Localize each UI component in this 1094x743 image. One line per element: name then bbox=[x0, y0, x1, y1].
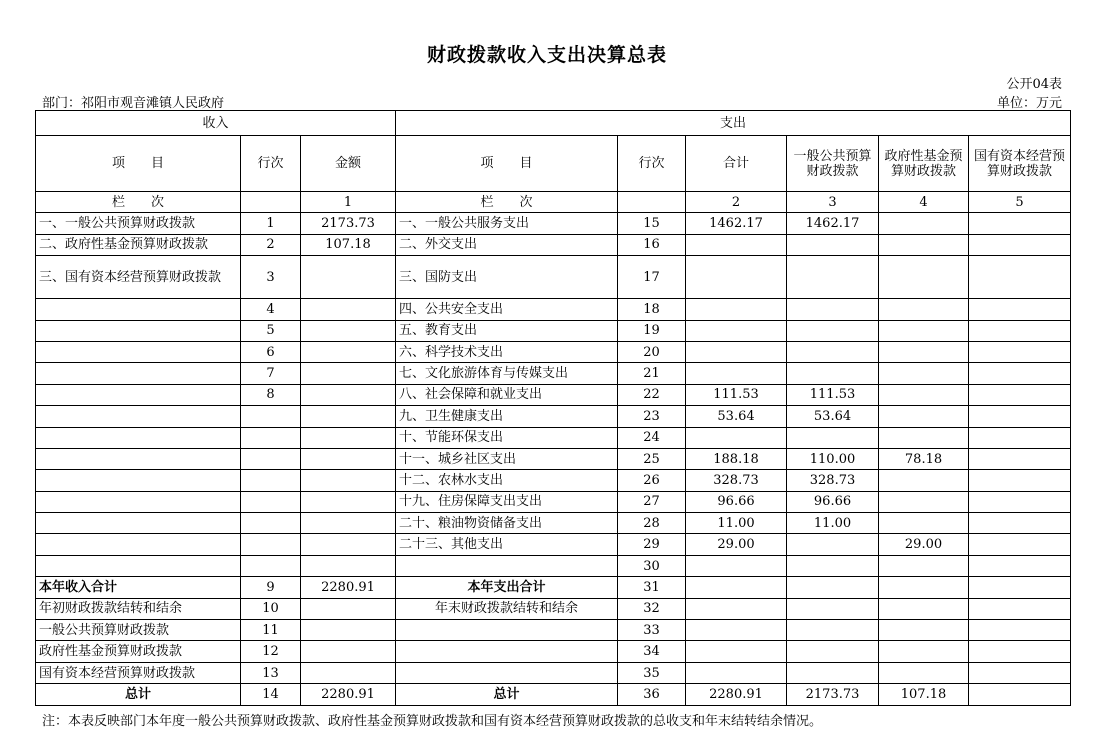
gov-fund-cell bbox=[879, 491, 969, 512]
general-budget-cell bbox=[787, 299, 879, 320]
expense-item-cell: 二、外交支出 bbox=[396, 234, 618, 255]
state-capital-cell bbox=[969, 213, 1071, 234]
table-row bbox=[36, 234, 1071, 255]
expense-total-cell: 96.66 bbox=[686, 491, 787, 512]
expense-row-no-cell: 29 bbox=[618, 534, 686, 555]
income-row-no-cell bbox=[241, 448, 301, 469]
state-capital-header: 国有资本经营预算财政拨款 bbox=[969, 136, 1071, 192]
state-capital-cell bbox=[969, 320, 1071, 341]
expense-total-cell bbox=[686, 299, 787, 320]
general-budget-cell bbox=[787, 427, 879, 448]
income-amount-cell bbox=[301, 363, 396, 384]
table-row bbox=[36, 662, 1071, 683]
table-row bbox=[36, 641, 1071, 662]
income-item-cell bbox=[36, 406, 241, 427]
expense-total-cell bbox=[686, 641, 787, 662]
state-capital-cell bbox=[969, 577, 1071, 598]
form-number: 公开04表 bbox=[1006, 77, 1062, 92]
expense-total-cell bbox=[686, 341, 787, 362]
income-row-no-cell: 5 bbox=[241, 320, 301, 341]
state-capital-cell bbox=[969, 256, 1071, 299]
state-capital-cell bbox=[969, 406, 1071, 427]
col-label-expense: 栏 次 bbox=[396, 192, 618, 213]
income-amount-cell bbox=[301, 534, 396, 555]
general-budget-cell bbox=[787, 363, 879, 384]
expense-total-cell: 2280.91 bbox=[686, 684, 787, 705]
expense-item-cell: 十一、城乡社区支出 bbox=[396, 448, 618, 469]
table-row bbox=[36, 427, 1071, 448]
state-capital-cell bbox=[969, 234, 1071, 255]
col-label-blank bbox=[241, 192, 301, 213]
expense-row-no-cell: 16 bbox=[618, 234, 686, 255]
expense-group-header: 支出 bbox=[396, 111, 1071, 136]
income-row-no-cell bbox=[241, 470, 301, 491]
expense-total-header: 合计 bbox=[686, 136, 787, 192]
expense-item-cell: 六、科学技术支出 bbox=[396, 341, 618, 362]
expense-total-cell bbox=[686, 620, 787, 641]
footnote: 注：本表反映部门本年度一般公共预算财政拨款、政府性基金预算财政拨款和国有资本经营预算财政拨款的总收支和年末结转结余情况。 bbox=[42, 714, 823, 729]
table-row bbox=[36, 320, 1071, 341]
general-budget-cell: 328.73 bbox=[787, 470, 879, 491]
income-row-no-cell: 13 bbox=[241, 662, 301, 683]
income-item-cell bbox=[36, 534, 241, 555]
income-row-no-cell: 4 bbox=[241, 299, 301, 320]
income-row-no-cell: 8 bbox=[241, 384, 301, 405]
income-row-no-cell: 9 bbox=[241, 577, 301, 598]
income-amount-cell bbox=[301, 320, 396, 341]
gov-fund-cell bbox=[879, 598, 969, 619]
table-row bbox=[36, 555, 1071, 576]
general-budget-cell: 2173.73 bbox=[787, 684, 879, 705]
general-budget-cell: 96.66 bbox=[787, 491, 879, 512]
income-row-no-header: 行次 bbox=[241, 136, 301, 192]
expense-item-cell: 七、文化旅游体育与传媒支出 bbox=[396, 363, 618, 384]
expense-total-cell: 29.00 bbox=[686, 534, 787, 555]
col-number-3: 3 bbox=[787, 192, 879, 213]
income-amount-cell bbox=[301, 513, 396, 534]
expense-total-cell: 53.64 bbox=[686, 406, 787, 427]
expense-item-header: 项 目 bbox=[396, 136, 618, 192]
expense-total-cell: 188.18 bbox=[686, 448, 787, 469]
state-capital-cell bbox=[969, 491, 1071, 512]
general-budget-cell: 110.00 bbox=[787, 448, 879, 469]
expense-row-no-cell: 25 bbox=[618, 448, 686, 469]
income-amount-cell bbox=[301, 662, 396, 683]
table-body bbox=[36, 213, 1071, 705]
table-row bbox=[36, 577, 1071, 598]
report-title: 财政拨款收入支出决算总表 bbox=[426, 44, 667, 66]
state-capital-cell bbox=[969, 363, 1071, 384]
state-capital-cell bbox=[969, 534, 1071, 555]
general-budget-cell bbox=[787, 320, 879, 341]
income-amount-cell bbox=[301, 427, 396, 448]
general-budget-cell: 53.64 bbox=[787, 406, 879, 427]
expense-row-no-cell: 18 bbox=[618, 299, 686, 320]
income-item-cell: 年初财政拨款结转和结余 bbox=[36, 598, 241, 619]
expense-item-cell: 本年支出合计 bbox=[396, 577, 618, 598]
income-item-cell bbox=[36, 513, 241, 534]
expense-row-no-cell: 22 bbox=[618, 384, 686, 405]
expense-item-cell: 十九、住房保障支出支出 bbox=[396, 491, 618, 512]
table-row bbox=[36, 384, 1071, 405]
state-capital-cell bbox=[969, 662, 1071, 683]
general-budget-cell bbox=[787, 341, 879, 362]
expense-row-no-header: 行次 bbox=[618, 136, 686, 192]
expense-row-no-cell: 21 bbox=[618, 363, 686, 384]
income-amount-cell bbox=[301, 299, 396, 320]
state-capital-cell bbox=[969, 641, 1071, 662]
income-item-cell: 国有资本经营预算财政拨款 bbox=[36, 662, 241, 683]
expense-item-cell: 二十、粮油物资储备支出 bbox=[396, 513, 618, 534]
table-row bbox=[36, 341, 1071, 362]
expense-item-cell bbox=[396, 641, 618, 662]
expense-item-cell bbox=[396, 662, 618, 683]
expense-item-cell bbox=[396, 555, 618, 576]
expense-total-cell bbox=[686, 598, 787, 619]
gov-fund-cell: 107.18 bbox=[879, 684, 969, 705]
gov-fund-cell: 78.18 bbox=[879, 448, 969, 469]
state-capital-cell bbox=[969, 299, 1071, 320]
table-row bbox=[36, 620, 1071, 641]
income-item-cell bbox=[36, 555, 241, 576]
general-budget-header: 一般公共预算财政拨款 bbox=[787, 136, 879, 192]
income-amount-cell bbox=[301, 406, 396, 427]
expense-item-cell: 八、社会保障和就业支出 bbox=[396, 384, 618, 405]
state-capital-cell bbox=[969, 620, 1071, 641]
income-row-no-cell bbox=[241, 534, 301, 555]
gov-fund-cell bbox=[879, 213, 969, 234]
gov-fund-cell bbox=[879, 256, 969, 299]
income-amount-cell bbox=[301, 598, 396, 619]
income-amount-cell: 2280.91 bbox=[301, 577, 396, 598]
general-budget-cell bbox=[787, 620, 879, 641]
expense-item-cell: 总计 bbox=[396, 684, 618, 705]
general-budget-cell bbox=[787, 641, 879, 662]
state-capital-cell bbox=[969, 598, 1071, 619]
expense-row-no-cell: 17 bbox=[618, 256, 686, 299]
income-item-cell: 本年收入合计 bbox=[36, 577, 241, 598]
income-row-no-cell bbox=[241, 513, 301, 534]
income-item-cell: 一、一般公共预算财政拨款 bbox=[36, 213, 241, 234]
income-item-cell: 二、政府性基金预算财政拨款 bbox=[36, 234, 241, 255]
income-item-cell bbox=[36, 427, 241, 448]
expense-item-cell: 一、一般公共服务支出 bbox=[396, 213, 618, 234]
expense-row-no-cell: 24 bbox=[618, 427, 686, 448]
expense-row-no-cell: 26 bbox=[618, 470, 686, 491]
gov-fund-cell bbox=[879, 320, 969, 341]
income-amount-cell bbox=[301, 470, 396, 491]
expense-total-cell: 328.73 bbox=[686, 470, 787, 491]
expense-item-cell bbox=[396, 620, 618, 641]
income-amount-header: 金额 bbox=[301, 136, 396, 192]
gov-fund-cell bbox=[879, 641, 969, 662]
state-capital-cell bbox=[969, 684, 1071, 705]
income-row-no-cell: 10 bbox=[241, 598, 301, 619]
expense-item-cell: 四、公共安全支出 bbox=[396, 299, 618, 320]
general-budget-cell bbox=[787, 256, 879, 299]
expense-total-cell: 111.53 bbox=[686, 384, 787, 405]
general-budget-cell: 11.00 bbox=[787, 513, 879, 534]
income-item-cell: 三、国有资本经营预算财政拨款 bbox=[36, 256, 241, 299]
income-row-no-cell: 7 bbox=[241, 363, 301, 384]
income-row-no-cell: 1 bbox=[241, 213, 301, 234]
income-amount-cell bbox=[301, 641, 396, 662]
expense-row-no-cell: 15 bbox=[618, 213, 686, 234]
col-label-income: 栏 次 bbox=[36, 192, 241, 213]
income-row-no-cell bbox=[241, 406, 301, 427]
expense-row-no-cell: 27 bbox=[618, 491, 686, 512]
expense-item-cell: 十、节能环保支出 bbox=[396, 427, 618, 448]
income-amount-cell bbox=[301, 620, 396, 641]
income-item-cell: 一般公共预算财政拨款 bbox=[36, 620, 241, 641]
income-item-cell: 政府性基金预算财政拨款 bbox=[36, 641, 241, 662]
income-amount-cell bbox=[301, 555, 396, 576]
general-budget-cell bbox=[787, 234, 879, 255]
table-row bbox=[36, 534, 1071, 555]
income-row-no-cell bbox=[241, 427, 301, 448]
state-capital-cell bbox=[969, 427, 1071, 448]
general-budget-cell: 111.53 bbox=[787, 384, 879, 405]
table-row bbox=[36, 491, 1071, 512]
table-row bbox=[36, 256, 1071, 299]
table-row bbox=[36, 299, 1071, 320]
income-amount-cell: 107.18 bbox=[301, 234, 396, 255]
income-item-cell bbox=[36, 363, 241, 384]
expense-row-no-cell: 33 bbox=[618, 620, 686, 641]
table-row bbox=[36, 406, 1071, 427]
general-budget-cell bbox=[787, 662, 879, 683]
expense-total-cell bbox=[686, 256, 787, 299]
expense-total-cell bbox=[686, 363, 787, 384]
expense-row-no-cell: 30 bbox=[618, 555, 686, 576]
col-number-4: 4 bbox=[879, 192, 969, 213]
col-number-2: 2 bbox=[686, 192, 787, 213]
income-row-no-cell: 14 bbox=[241, 684, 301, 705]
income-item-cell bbox=[36, 320, 241, 341]
col-number-1: 1 bbox=[301, 192, 396, 213]
expense-total-cell bbox=[686, 555, 787, 576]
general-budget-cell bbox=[787, 534, 879, 555]
table-row bbox=[36, 448, 1071, 469]
income-amount-cell bbox=[301, 384, 396, 405]
expense-row-no-cell: 31 bbox=[618, 577, 686, 598]
gov-fund-cell bbox=[879, 234, 969, 255]
income-group-header: 收入 bbox=[36, 111, 396, 136]
expense-item-cell: 十二、农林水支出 bbox=[396, 470, 618, 491]
gov-fund-cell bbox=[879, 555, 969, 576]
gov-fund-header: 政府性基金预算财政拨款 bbox=[879, 136, 969, 192]
income-row-no-cell bbox=[241, 555, 301, 576]
expense-item-cell: 三、国防支出 bbox=[396, 256, 618, 299]
gov-fund-cell bbox=[879, 299, 969, 320]
expense-total-cell bbox=[686, 320, 787, 341]
state-capital-cell bbox=[969, 470, 1071, 491]
gov-fund-cell bbox=[879, 577, 969, 598]
income-item-cell bbox=[36, 491, 241, 512]
expense-total-cell: 1462.17 bbox=[686, 213, 787, 234]
expense-row-no-cell: 20 bbox=[618, 341, 686, 362]
expense-item-cell: 九、卫生健康支出 bbox=[396, 406, 618, 427]
table-row bbox=[36, 363, 1071, 384]
gov-fund-cell bbox=[879, 662, 969, 683]
gov-fund-cell bbox=[879, 513, 969, 534]
expense-row-no-cell: 19 bbox=[618, 320, 686, 341]
income-row-no-cell: 12 bbox=[241, 641, 301, 662]
expense-item-cell: 二十三、其他支出 bbox=[396, 534, 618, 555]
table-row bbox=[36, 470, 1071, 491]
income-amount-cell: 2280.91 bbox=[301, 684, 396, 705]
income-row-no-cell: 3 bbox=[241, 256, 301, 299]
expense-item-cell: 年末财政拨款结转和结余 bbox=[396, 598, 618, 619]
expense-total-cell bbox=[686, 662, 787, 683]
gov-fund-cell bbox=[879, 363, 969, 384]
income-item-header: 项 目 bbox=[36, 136, 241, 192]
table-row bbox=[36, 213, 1071, 234]
income-row-no-cell bbox=[241, 491, 301, 512]
expense-row-no-cell: 35 bbox=[618, 662, 686, 683]
income-amount-cell bbox=[301, 341, 396, 362]
income-amount-cell bbox=[301, 448, 396, 469]
gov-fund-cell: 29.00 bbox=[879, 534, 969, 555]
general-budget-cell bbox=[787, 598, 879, 619]
gov-fund-cell bbox=[879, 427, 969, 448]
department-label: 部门：祁阳市观音滩镇人民政府 bbox=[42, 96, 225, 111]
state-capital-cell bbox=[969, 513, 1071, 534]
gov-fund-cell bbox=[879, 470, 969, 491]
expense-row-no-cell: 32 bbox=[618, 598, 686, 619]
income-amount-cell bbox=[301, 256, 396, 299]
income-item-cell: 总计 bbox=[36, 684, 241, 705]
expense-row-no-cell: 23 bbox=[618, 406, 686, 427]
expense-total-cell bbox=[686, 577, 787, 598]
expense-total-cell bbox=[686, 234, 787, 255]
col-label-blank bbox=[618, 192, 686, 213]
state-capital-cell bbox=[969, 448, 1071, 469]
income-amount-cell bbox=[301, 491, 396, 512]
income-item-cell bbox=[36, 299, 241, 320]
expense-row-no-cell: 34 bbox=[618, 641, 686, 662]
income-item-cell bbox=[36, 341, 241, 362]
table-row bbox=[36, 598, 1071, 619]
income-amount-cell: 2173.73 bbox=[301, 213, 396, 234]
table-row bbox=[36, 513, 1071, 534]
income-row-no-cell: 2 bbox=[241, 234, 301, 255]
general-budget-cell: 1462.17 bbox=[787, 213, 879, 234]
income-item-cell bbox=[36, 384, 241, 405]
state-capital-cell bbox=[969, 341, 1071, 362]
income-row-no-cell: 11 bbox=[241, 620, 301, 641]
expense-total-cell: 11.00 bbox=[686, 513, 787, 534]
income-item-cell bbox=[36, 448, 241, 469]
income-row-no-cell: 6 bbox=[241, 341, 301, 362]
gov-fund-cell bbox=[879, 620, 969, 641]
gov-fund-cell bbox=[879, 341, 969, 362]
gov-fund-cell bbox=[879, 384, 969, 405]
state-capital-cell bbox=[969, 555, 1071, 576]
fiscal-summary-table bbox=[35, 110, 1071, 706]
income-item-cell bbox=[36, 470, 241, 491]
expense-row-no-cell: 36 bbox=[618, 684, 686, 705]
unit-label: 单位：万元 bbox=[996, 96, 1062, 111]
gov-fund-cell bbox=[879, 406, 969, 427]
expense-item-cell: 五、教育支出 bbox=[396, 320, 618, 341]
expense-row-no-cell: 28 bbox=[618, 513, 686, 534]
state-capital-cell bbox=[969, 384, 1071, 405]
expense-total-cell bbox=[686, 427, 787, 448]
general-budget-cell bbox=[787, 577, 879, 598]
general-budget-cell bbox=[787, 555, 879, 576]
col-number-5: 5 bbox=[969, 192, 1071, 213]
table-row bbox=[36, 684, 1071, 705]
